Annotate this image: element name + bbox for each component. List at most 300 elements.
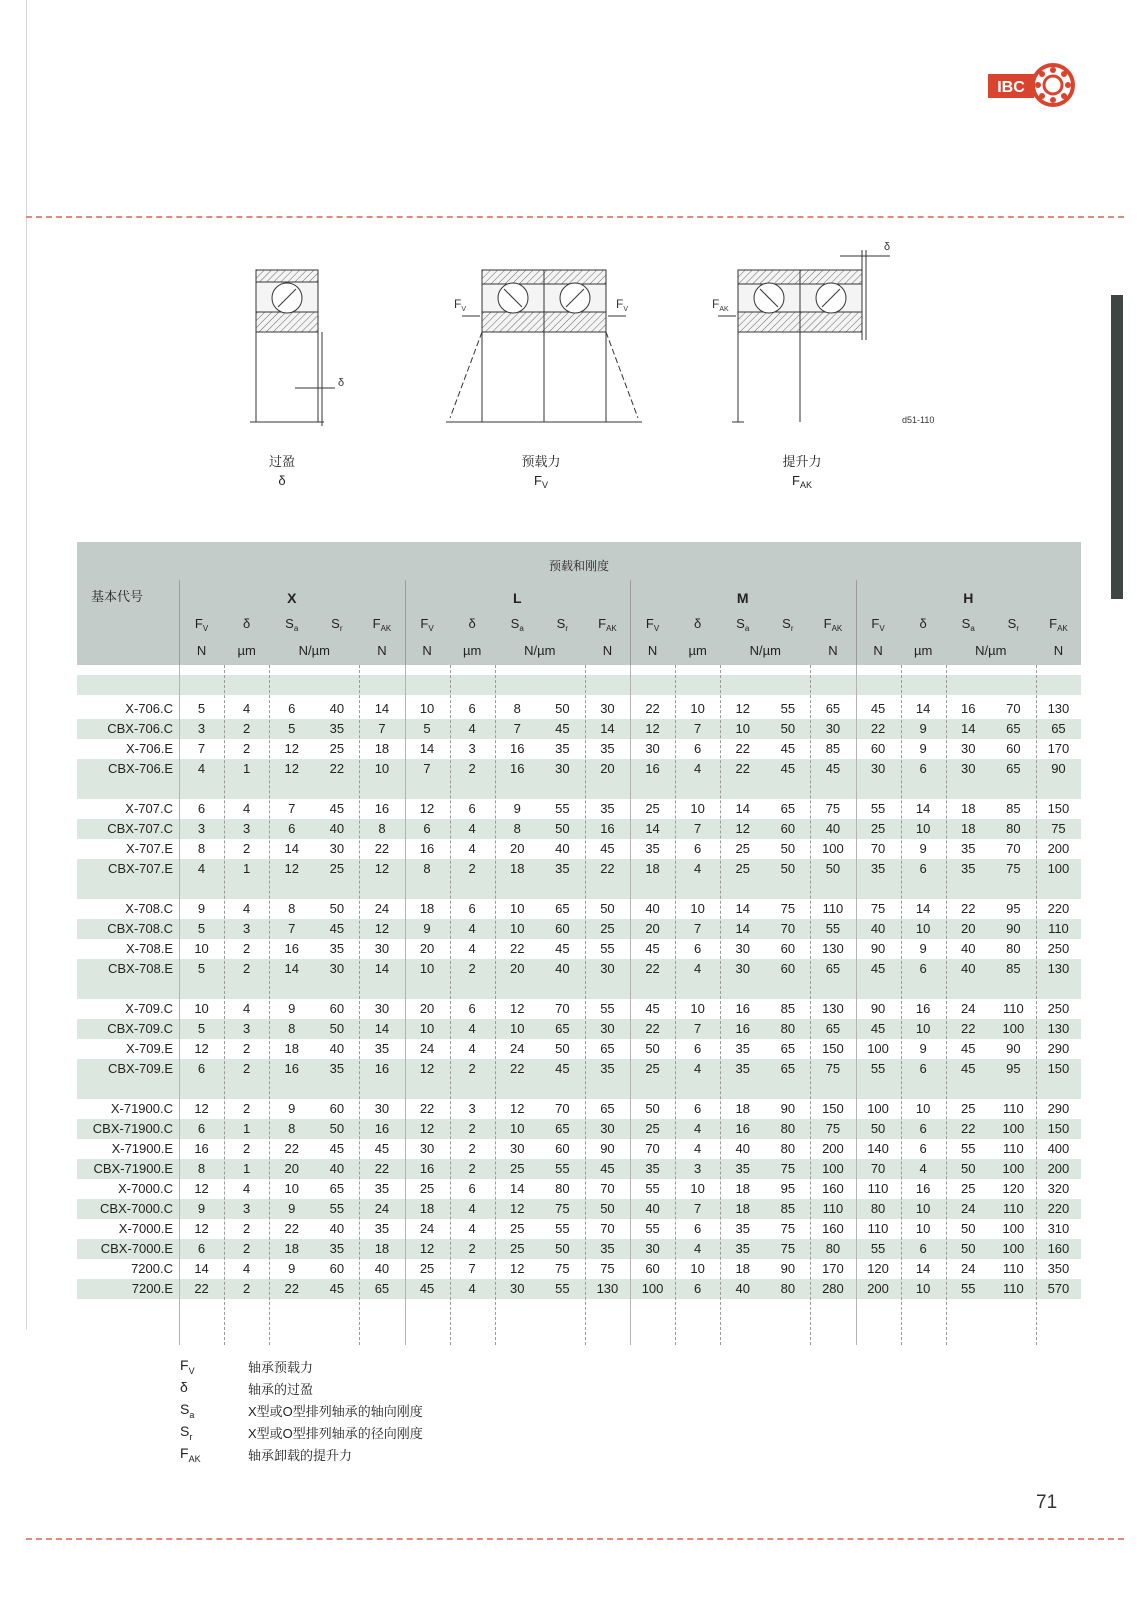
- header-group-divider: [179, 580, 180, 665]
- table-cell: 50: [645, 1101, 660, 1116]
- table-cell: 12: [510, 1101, 525, 1116]
- table-cell: 6: [919, 1241, 927, 1256]
- table-cell: 50: [961, 1241, 976, 1256]
- header-group-divider: [856, 580, 857, 665]
- bearing-code: CBX-706.E: [107, 761, 173, 776]
- table-cell: 6: [694, 1101, 702, 1116]
- table-cell: 45: [825, 761, 841, 776]
- table-cell: 50: [555, 1041, 570, 1056]
- row-stripe: [77, 779, 1081, 799]
- table-cell: 220: [1047, 1201, 1070, 1216]
- table-cell: 24: [374, 1201, 390, 1216]
- table-cell: 170: [822, 1261, 844, 1276]
- table-cell: 5: [423, 721, 431, 736]
- table-cell: 60: [555, 1141, 570, 1156]
- table-cell: 50: [329, 1021, 345, 1036]
- table-cell: 80: [780, 1121, 796, 1136]
- stiffness-unit: N/µm: [975, 643, 1007, 658]
- table-cell: 16: [915, 1181, 931, 1196]
- table-body: [77, 665, 1081, 1345]
- stiffness-unit: N/µm: [524, 643, 556, 658]
- table-cell: 16: [735, 1121, 750, 1136]
- table-cell: 6: [423, 821, 431, 836]
- table-cell: 30: [374, 1101, 390, 1116]
- table-cell: 30: [374, 1001, 390, 1016]
- table-cell: 110: [1002, 1141, 1024, 1156]
- column-unit: µm: [913, 643, 933, 658]
- table-cell: 4: [243, 1261, 251, 1276]
- table-cell: 35: [645, 841, 660, 856]
- bearing-code: X-7000.E: [118, 1221, 173, 1236]
- table-cell: 16: [374, 801, 390, 816]
- table-cell: 80: [825, 1241, 841, 1256]
- table-cell: 16: [915, 1001, 931, 1016]
- table-cell: 75: [1051, 821, 1066, 836]
- column-unit: N: [1053, 643, 1064, 658]
- legend-symbol: δ: [180, 1379, 188, 1395]
- table-cell: 350: [1047, 1261, 1070, 1276]
- delta-label-1: δ: [338, 377, 345, 389]
- table-cell: 14: [915, 701, 931, 716]
- table-cell: 110: [1002, 1101, 1024, 1116]
- table-cell: 170: [1047, 741, 1070, 756]
- table-cell: 5: [288, 721, 296, 736]
- table-cell: 10: [915, 1021, 931, 1036]
- table-cell: 30: [600, 701, 615, 716]
- table-cell: 30: [510, 1141, 525, 1156]
- bearing-code: CBX-71900.E: [93, 1161, 173, 1176]
- table-cell: 3: [468, 741, 476, 756]
- table-cell: 55: [555, 1221, 570, 1236]
- bearing-code: X-71900.C: [110, 1101, 173, 1116]
- table-cell: 400: [1047, 1141, 1070, 1156]
- table-cell: 9: [288, 1201, 296, 1216]
- table-cell: 6: [197, 1061, 206, 1076]
- table-cell: 100: [641, 1281, 664, 1296]
- table-cell: 16: [419, 1161, 435, 1176]
- table-cell: 1: [243, 1161, 251, 1176]
- preload-stiffness-table: [77, 542, 1081, 1345]
- table-cell: 85: [1006, 801, 1021, 816]
- table-cell: 2: [243, 961, 251, 976]
- table-cell: 55: [329, 1201, 345, 1216]
- table-cell: 95: [1006, 1061, 1021, 1076]
- table-cell: 9: [919, 841, 927, 856]
- table-cell: 110: [1002, 1201, 1024, 1216]
- table-cell: 10: [690, 801, 705, 816]
- table-cell: 30: [329, 841, 345, 856]
- table-cell: 1: [243, 861, 251, 876]
- table-cell: 310: [1047, 1221, 1070, 1236]
- table-cell: 4: [468, 941, 476, 956]
- table-cell: 3: [694, 1161, 702, 1176]
- table-cell: 25: [961, 1181, 976, 1196]
- table-cell: 80: [780, 1281, 796, 1296]
- group-divider: [856, 665, 857, 1345]
- table-cell: 320: [1047, 1181, 1070, 1196]
- table-cell: 25: [645, 1061, 660, 1076]
- table-cell: 35: [870, 861, 886, 876]
- table-cell: 14: [374, 961, 390, 976]
- table-cell: 9: [423, 921, 431, 936]
- table-cell: 90: [1006, 1041, 1021, 1056]
- table-cell: 250: [1047, 941, 1070, 956]
- table-cell: 130: [822, 1001, 844, 1016]
- table-cell: 35: [329, 941, 345, 956]
- table-cell: 6: [197, 801, 206, 816]
- table-cell: 6: [694, 841, 702, 856]
- stiffness-unit: N/µm: [749, 643, 781, 658]
- table-cell: 2: [468, 761, 476, 776]
- table-cell: 25: [735, 861, 750, 876]
- table-cell: 22: [284, 1141, 299, 1156]
- table-cell: 14: [600, 721, 615, 736]
- table-cell: 4: [243, 801, 251, 816]
- table-cell: 200: [1047, 1161, 1070, 1176]
- table-cell: 4: [468, 721, 476, 736]
- table-cell: 40: [374, 1261, 390, 1276]
- table-cell: 50: [780, 841, 796, 856]
- table-cell: 6: [468, 1181, 476, 1196]
- table-cell: 130: [1047, 1021, 1070, 1036]
- column-symbol: $F_{AK}$: [823, 616, 843, 633]
- table-cell: 65: [825, 701, 841, 716]
- table-cell: 45: [329, 801, 345, 816]
- table-cell: 35: [329, 1061, 345, 1076]
- table-cell: 2: [243, 1101, 251, 1116]
- table-cell: 95: [780, 1181, 796, 1196]
- table-cell: 8: [423, 861, 431, 876]
- bearing-pair-preload: [446, 270, 642, 422]
- table-cell: 55: [870, 801, 886, 816]
- table-cell: 2: [243, 1041, 251, 1056]
- column-symbol: δ: [468, 616, 476, 631]
- table-cell: 10: [510, 921, 525, 936]
- table-cell: 4: [243, 901, 251, 916]
- table-cell: 10: [194, 1001, 209, 1016]
- table-cell: 10: [915, 1201, 931, 1216]
- table-cell: 25: [645, 1121, 660, 1136]
- table-cell: 14: [645, 821, 660, 836]
- table-cell: 70: [870, 1161, 886, 1176]
- table-cell: 85: [780, 1001, 796, 1016]
- table-cell: 25: [735, 841, 750, 856]
- table-cell: 22: [284, 1221, 299, 1236]
- table-cell: 12: [735, 821, 750, 836]
- table-cell: 55: [870, 1061, 886, 1076]
- table-cell: 3: [243, 921, 251, 936]
- fv-label-right: $F_V$: [616, 297, 629, 313]
- table-cell: 14: [915, 1261, 931, 1276]
- table-cell: 2: [243, 1141, 251, 1156]
- table-cell: 12: [284, 741, 299, 756]
- table-cell: 4: [468, 1221, 476, 1236]
- table-cell: 90: [1051, 761, 1066, 776]
- table-cell: 50: [645, 1041, 660, 1056]
- table-cell: 6: [694, 1281, 702, 1296]
- table-cell: 18: [735, 1101, 750, 1116]
- table-cell: 40: [825, 821, 841, 836]
- column-unit: µm: [462, 643, 482, 658]
- caption-preload: 预载力 $F_V$: [521, 454, 561, 490]
- table-cell: 55: [645, 1221, 660, 1236]
- table-cell: 16: [510, 761, 525, 776]
- bearing-code: CBX-708.E: [107, 961, 173, 976]
- table-cell: 110: [1048, 921, 1069, 936]
- table-cell: 30: [555, 761, 570, 776]
- group-divider: [405, 665, 406, 1345]
- table-cell: 22: [329, 761, 345, 776]
- table-cell: 280: [822, 1281, 844, 1296]
- group-header: M: [736, 590, 749, 606]
- table-cell: 80: [870, 1201, 886, 1216]
- bearing-code: X-707.E: [126, 841, 173, 856]
- table-cell: 2: [468, 1061, 476, 1076]
- table-cell: 16: [645, 761, 660, 776]
- table-cell: 14: [194, 1261, 209, 1276]
- table-cell: 55: [555, 1161, 570, 1176]
- table-cell: 35: [600, 1241, 615, 1256]
- table-cell: 16: [961, 701, 976, 716]
- table-cell: 9: [919, 721, 927, 736]
- table-cell: 55: [780, 701, 796, 716]
- table-cell: 110: [822, 901, 844, 916]
- code-column-divider: [179, 665, 180, 1345]
- table-cell: 160: [822, 1221, 844, 1236]
- table-cell: 35: [600, 1061, 615, 1076]
- table-cell: 22: [600, 861, 615, 876]
- column-symbol: $S_a$: [510, 616, 524, 633]
- legend-text: 轴承的过盈: [248, 1382, 314, 1397]
- table-cell: 50: [329, 901, 345, 916]
- table-cell: 75: [780, 1161, 796, 1176]
- table-cell: 10: [284, 1181, 299, 1196]
- row-stripe: [77, 879, 1081, 899]
- column-divider: [946, 665, 947, 1345]
- bottom-dashed-divider: [26, 1538, 1124, 1540]
- column-symbol: $S_a$: [285, 616, 299, 633]
- table-cell: 80: [780, 1021, 796, 1036]
- table-cell: 24: [419, 1221, 435, 1236]
- table-cell: 16: [510, 741, 525, 756]
- page-margin-line: [26, 0, 27, 1330]
- table-cell: 8: [197, 841, 206, 856]
- table-header: [77, 542, 1081, 665]
- table-cell: 18: [374, 741, 390, 756]
- table-cell: 7: [694, 721, 702, 736]
- table-cell: 2: [243, 1061, 251, 1076]
- table-cell: 40: [329, 821, 345, 836]
- table-cell: 10: [419, 701, 435, 716]
- table-cell: 40: [329, 1221, 345, 1236]
- table-cell: 8: [288, 1121, 296, 1136]
- table-cell: 200: [1047, 841, 1070, 856]
- table-cell: 65: [555, 1121, 570, 1136]
- table-cell: 3: [243, 1021, 251, 1036]
- table-cell: 85: [825, 741, 841, 756]
- table-cell: 35: [735, 1221, 750, 1236]
- table-cell: 110: [1002, 1281, 1024, 1296]
- table-cell: 12: [510, 1261, 525, 1276]
- table-cell: 45: [329, 1281, 345, 1296]
- table-cell: 10: [915, 1221, 931, 1236]
- column-symbol: δ: [919, 616, 927, 631]
- table-cell: 16: [284, 941, 299, 956]
- table-cell: 55: [600, 1001, 615, 1016]
- table-cell: 2: [243, 721, 251, 736]
- fak-label: $F_{AK}$: [712, 297, 729, 313]
- table-cell: 110: [867, 1181, 889, 1196]
- legend-text: X型或O型排列轴承的径向刚度: [248, 1426, 423, 1441]
- column-unit: µm: [688, 643, 707, 658]
- table-cell: 90: [870, 1001, 886, 1016]
- table-cell: 6: [694, 741, 702, 756]
- table-cell: 60: [1006, 741, 1021, 756]
- table-cell: 1: [243, 761, 251, 776]
- table-cell: 35: [961, 861, 976, 876]
- table-cell: 80: [555, 1181, 570, 1196]
- table-cell: 4: [468, 841, 476, 856]
- table-cell: 14: [419, 741, 435, 756]
- table-cell: 12: [284, 761, 299, 776]
- table-cell: 40: [870, 921, 886, 936]
- table-cell: 16: [735, 1021, 750, 1036]
- table-cell: 25: [329, 861, 345, 876]
- column-unit: N: [647, 643, 658, 658]
- table-cell: 12: [194, 1221, 209, 1236]
- column-divider: [495, 665, 496, 1345]
- table-cell: 70: [1006, 841, 1021, 856]
- table-cell: 45: [374, 1141, 390, 1156]
- bearing-single: [250, 270, 335, 426]
- table-cell: 55: [870, 1241, 886, 1256]
- table-cell: 10: [690, 901, 705, 916]
- table-cell: 100: [822, 1161, 844, 1176]
- table-cell: 45: [555, 721, 570, 736]
- column-unit: N: [196, 643, 207, 658]
- table-cell: 6: [919, 1141, 927, 1156]
- stiffness-unit: N/µm: [298, 643, 330, 658]
- table-cell: 30: [825, 721, 841, 736]
- table-cell: 30: [961, 741, 976, 756]
- table-cell: 14: [284, 961, 299, 976]
- table-cell: 24: [961, 1261, 976, 1276]
- table-cell: 110: [1002, 1001, 1024, 1016]
- table-cell: 90: [1006, 921, 1021, 936]
- table-cell: 55: [555, 801, 570, 816]
- table-cell: 6: [694, 1221, 702, 1236]
- column-symbol: δ: [243, 616, 251, 631]
- table-cell: 60: [780, 941, 796, 956]
- table-cell: 16: [374, 1061, 390, 1076]
- bearing-code: X-7000.C: [118, 1181, 173, 1196]
- bearing-code: X-709.E: [126, 1041, 173, 1056]
- table-cell: 10: [915, 1281, 931, 1296]
- table-cell: 18: [961, 821, 976, 836]
- top-dashed-divider: [26, 216, 1124, 218]
- table-cell: 100: [1002, 1121, 1025, 1136]
- table-cell: 45: [780, 761, 796, 776]
- table-cell: 160: [822, 1181, 844, 1196]
- bearing-code: CBX-708.C: [107, 921, 173, 936]
- table-cell: 12: [735, 701, 750, 716]
- bearing-code: X-709.C: [125, 1001, 173, 1016]
- table-cell: 100: [1002, 1241, 1025, 1256]
- table-cell: 4: [919, 1161, 927, 1176]
- table-cell: 16: [284, 1061, 299, 1076]
- table-cell: 70: [555, 1101, 570, 1116]
- table-cell: 290: [1047, 1101, 1070, 1116]
- bearing-code: CBX-7000.E: [100, 1241, 173, 1256]
- table-cell: 22: [645, 701, 660, 716]
- legend-item: [180, 1423, 580, 1445]
- table-cell: 70: [600, 1181, 615, 1196]
- table-cell: 90: [780, 1261, 796, 1276]
- table-cell: 2: [243, 941, 251, 956]
- table-cell: 25: [600, 921, 615, 936]
- table-cell: 50: [555, 701, 570, 716]
- bearing-code: 7200.E: [131, 1281, 173, 1296]
- table-cell: 25: [510, 1241, 525, 1256]
- column-unit: N: [602, 643, 613, 658]
- bearing-code: X-707.C: [125, 801, 173, 816]
- column-symbol: $S_a$: [736, 616, 750, 633]
- table-cell: 45: [870, 1021, 886, 1036]
- table-cell: 3: [468, 1101, 476, 1116]
- table-cell: 40: [645, 901, 660, 916]
- column-symbol: $F_V$: [194, 616, 209, 633]
- table-cell: 10: [510, 1121, 525, 1136]
- table-cell: 3: [197, 821, 206, 836]
- table-cell: 12: [374, 861, 390, 876]
- table-cell: 50: [555, 821, 570, 836]
- table-cell: 7: [513, 721, 521, 736]
- column-divider: [585, 665, 586, 1345]
- table-cell: 22: [194, 1281, 209, 1296]
- table-cell: 12: [419, 1121, 435, 1136]
- table-cell: 7: [288, 801, 296, 816]
- table-cell: 95: [1006, 901, 1021, 916]
- table-cell: 4: [468, 1201, 476, 1216]
- table-cell: 55: [600, 941, 615, 956]
- table-cell: 18: [510, 861, 525, 876]
- table-cell: 30: [645, 1241, 660, 1256]
- table-cell: 30: [961, 761, 976, 776]
- table-cell: 30: [510, 1281, 525, 1296]
- column-symbol: $S_r$: [556, 616, 569, 633]
- table-cell: 45: [961, 1061, 976, 1076]
- table-cell: 45: [645, 941, 660, 956]
- table-cell: 6: [919, 1061, 927, 1076]
- ibc-logo: [986, 62, 1076, 108]
- table-cell: 150: [1047, 1121, 1070, 1136]
- table-cell: 75: [825, 1061, 841, 1076]
- table-cell: 75: [780, 1221, 796, 1236]
- table-cell: 3: [197, 721, 206, 736]
- table-cell: 65: [374, 1281, 390, 1296]
- table-cell: 50: [555, 1241, 570, 1256]
- table-cell: 45: [555, 1061, 570, 1076]
- table-cell: 50: [870, 1121, 886, 1136]
- table-cell: 100: [867, 1101, 889, 1116]
- table-cell: 30: [329, 961, 345, 976]
- table-cell: 55: [961, 1141, 976, 1156]
- table-cell: 50: [961, 1221, 976, 1236]
- table-cell: 130: [1047, 961, 1070, 976]
- table-cell: 9: [197, 901, 206, 916]
- table-cell: 6: [919, 761, 927, 776]
- column-unit: N: [377, 643, 387, 658]
